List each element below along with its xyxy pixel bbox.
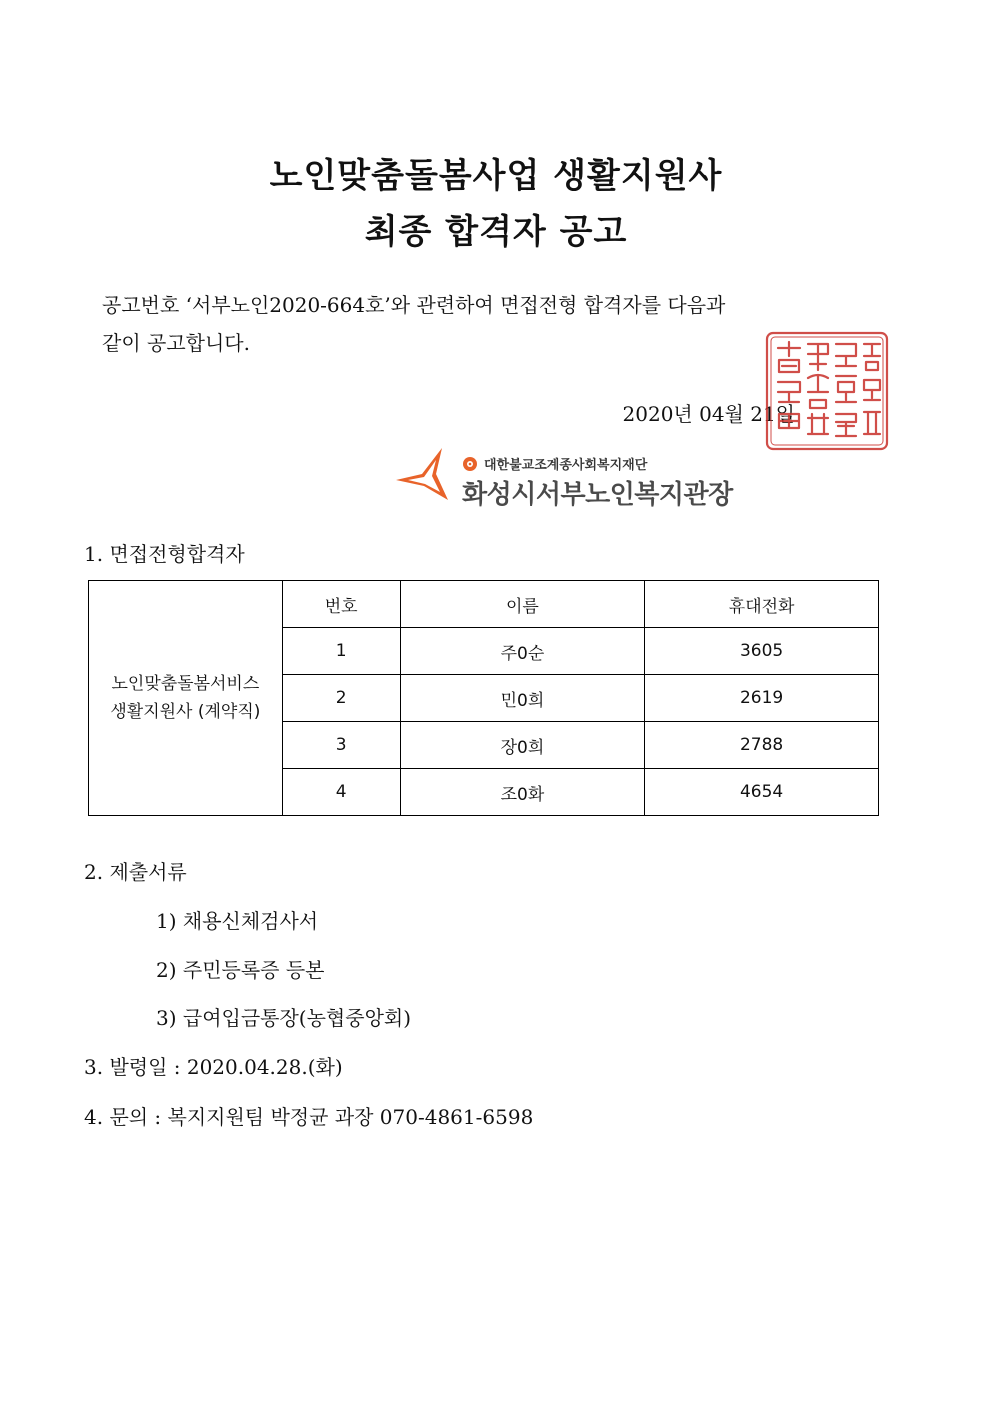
row-name: 장0희 xyxy=(400,722,645,769)
intro-text-line-2: 같이 공고합니다. xyxy=(102,331,250,355)
section-3-appointment-date: 3. 발령일 : 2020.04.28.(화) xyxy=(84,1055,343,1079)
official-seal-icon xyxy=(764,330,890,452)
position-category-line-1: 노인맞춤돌봄서비스 xyxy=(111,674,260,694)
row-name: 주0순 xyxy=(400,628,645,675)
row-phone: 3605 xyxy=(645,628,879,675)
page-title-line-1: 노인맞춤돌봄사업 생활지원사 xyxy=(269,156,723,196)
intro-text-line-1: 공고번호 ‘서부노인2020-664호’와 관련하여 면접전형 합격자를 다음과 xyxy=(102,293,726,317)
row-number: 2 xyxy=(282,675,400,722)
announcement-date: 2020년 04월 21일 xyxy=(622,402,795,426)
position-category-cell xyxy=(89,581,283,816)
passers-table xyxy=(88,580,879,816)
section-1-heading: 1. 면접전형합격자 xyxy=(84,542,245,566)
row-name: 민0희 xyxy=(400,675,645,722)
row-number: 1 xyxy=(282,628,400,675)
row-phone: 2619 xyxy=(645,675,879,722)
page-title-line-2: 최종 합격자 공고 xyxy=(364,212,628,252)
position-category-line-2: 생활지원사 (계약직) xyxy=(110,702,261,722)
logo-foundation-name: 대한불교조계종사회복지재단 xyxy=(484,458,648,473)
table-header-row xyxy=(89,581,879,628)
column-header-number: 번호 xyxy=(282,581,400,628)
column-header-phone: 휴대전화 xyxy=(645,581,879,628)
organization-logo-icon xyxy=(392,444,452,504)
section-2-heading: 2. 제출서류 xyxy=(84,860,187,884)
document-item-3: 3) 급여입금통장(농협중앙회) xyxy=(156,1006,412,1030)
row-phone: 4654 xyxy=(645,769,879,816)
row-name: 조0화 xyxy=(400,769,645,816)
dharma-wheel-icon xyxy=(462,456,478,472)
row-number: 3 xyxy=(282,722,400,769)
document-item-2: 2) 주민등록증 등본 xyxy=(156,958,325,982)
document-item-1: 1) 채용신체검사서 xyxy=(156,909,319,933)
logo-organization-name: 화성시서부노인복지관장 xyxy=(462,480,733,510)
row-phone: 2788 xyxy=(645,722,879,769)
section-4-contact: 4. 문의 : 복지지원팀 박정균 과장 070-4861-6598 xyxy=(84,1105,534,1129)
row-number: 4 xyxy=(282,769,400,816)
column-header-name: 이름 xyxy=(400,581,645,628)
